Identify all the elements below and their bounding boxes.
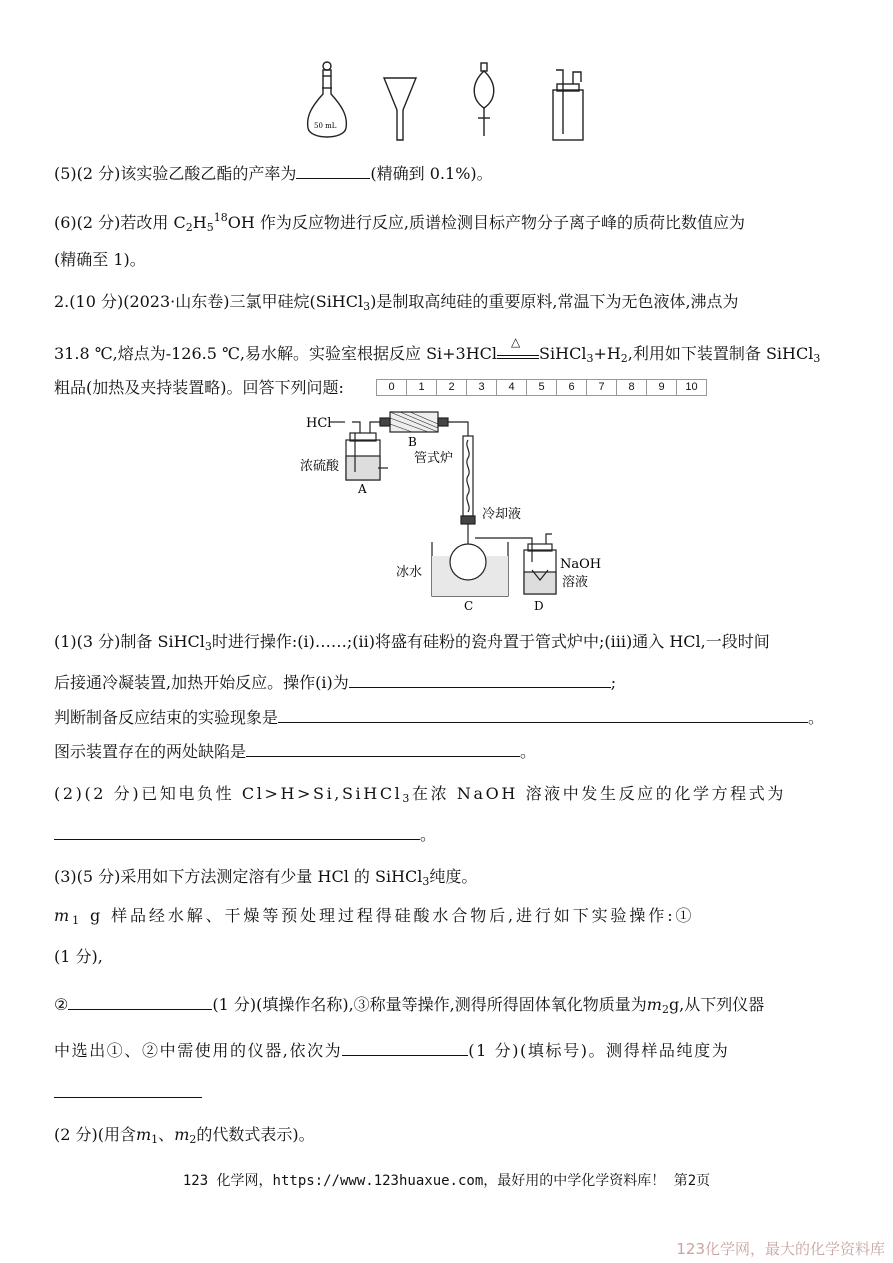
answer-blank-purity[interactable] (54, 1082, 202, 1098)
gas-washing-bottle (553, 70, 583, 140)
svg-text:冷却液: 冷却液 (482, 507, 522, 522)
svg-text:NaOH: NaOH (560, 557, 602, 572)
svg-text:C: C (464, 599, 474, 613)
page-footer: 123 化学网，https://www.123huaxue.com，最好用的中学化学资料库！ 第2页 (182, 1173, 711, 1189)
question-3-line1: (3)(5 分)采用如下方法测定溶有少量 HCl 的 SiHCl$_3$纯度。 (54, 867, 478, 888)
question-1-line2: 后接通冷凝装置,加热开始反应。操作(ⅰ)为 ; (54, 673, 617, 692)
question-3-line6 (54, 1082, 202, 1103)
watermark: 123化学网，最大的化学资料库 (676, 1240, 885, 1258)
ruler-tick: 4 (497, 380, 527, 395)
ruler-tick: 8 (617, 380, 647, 395)
ruler-tick: 1 (407, 380, 437, 395)
svg-text:冰水: 冰水 (396, 565, 423, 580)
ruler-tick: 6 (557, 380, 587, 395)
question-3-line5: 中选出①、②中需使用的仪器,依次为 (1 分)(填标号)。测得样品纯度为 (54, 1041, 730, 1060)
svg-text:浓硫酸: 浓硫酸 (300, 459, 340, 474)
question-3-line7: (2 分)(用含$m_1$、$m_2$的代数式表示)。 (54, 1125, 315, 1146)
ruler-tick: 2 (437, 380, 467, 395)
svg-text:管式炉: 管式炉 (414, 451, 454, 466)
answer-blank-equation[interactable] (54, 824, 420, 840)
question-6-line2: (精确至 1)。 (54, 250, 146, 269)
problem-2-intro: 2.(10 分)(2023·山东卷)三氯甲硅烷(SiHCl$_3$)是制取高纯硅的重要原料,常温下为无色液体,沸点为 (54, 292, 739, 313)
question-5: (5)(2 分)该实验乙酸乙酯的产率为 (精确到 0.1%)。 (54, 164, 493, 183)
answer-blank-phenomenon[interactable] (278, 707, 808, 723)
answer-blank-op1[interactable] (349, 672, 611, 688)
flask-label: 50 mL (314, 122, 337, 130)
funnel (384, 78, 416, 140)
svg-text:HCl: HCl (306, 416, 332, 431)
answer-blank-operation[interactable] (68, 994, 212, 1010)
question-1-line4: 图示装置存在的两处缺陷是 。 (54, 742, 537, 761)
problem-2-intro-end: 粗品(加热及夹持装置略)。回答下列问题: (54, 378, 344, 397)
svg-text:溶液: 溶液 (562, 575, 589, 590)
answer-blank-defects[interactable] (246, 741, 520, 757)
ruler (376, 379, 707, 396)
answer-blank-5[interactable] (296, 163, 370, 179)
svg-text:D: D (534, 599, 544, 613)
question-3-line4: ② (1 分)(填操作名称),③称量等操作,测得所得固体氧化物质量为$m_2g$,从下列仪器 (54, 995, 765, 1016)
ruler-tick: 0 (377, 380, 407, 395)
question-6: (6)(2 分)若改用 $C_2H_5^{18}OH$ 作为反应物进行反应,质谱检测目标产物分子离子峰的质荷比数值应为 (54, 211, 745, 234)
answer-blank-instruments[interactable] (342, 1040, 468, 1056)
problem-2-reaction: 31.8 ℃,熔点为-126.5 ℃,易水解。实验室根据反应 Si+3HCl △ $SiHCl_3+H_2$,利用如下装置制备 SiHCl$_3$ (54, 335, 821, 365)
apparatus-diagram (300, 400, 610, 615)
ruler-tick: 3 (467, 380, 497, 395)
question-3-line2: $m_1$ g 样品经水解、干燥等预处理过程得硅酸水合物后,进行如下实验操作:① (54, 906, 695, 927)
ruler-tick: 10 (685, 381, 698, 393)
ruler-tick: 9 (647, 380, 677, 395)
svg-text:B: B (408, 435, 417, 449)
top-apparatus-figure (300, 58, 600, 146)
question-1-line3: 判断制备反应结束的实验现象是 。 (54, 708, 825, 727)
separatory-funnel (474, 63, 494, 136)
question-2-line2: 。 (54, 824, 436, 845)
ruler-tick: 5 (527, 380, 557, 395)
ruler-tick: 7 (587, 380, 617, 395)
question-2-line1: (2)(2 分)已知电负性 Cl>H>Si,SiHCl$_3$在浓 NaOH 溶液中发生反应的化学方程式为 (54, 784, 786, 805)
question-3-line3: (1 分), (54, 947, 103, 966)
svg-text:A: A (358, 482, 367, 496)
question-1-line1: (1)(3 分)制备 SiHCl$_3$时进行操作:(ⅰ)……;(ⅱ)将盛有硅粉的瓷舟置于管式炉中;(ⅲ)通入 HCl,一段时间 (54, 632, 770, 653)
